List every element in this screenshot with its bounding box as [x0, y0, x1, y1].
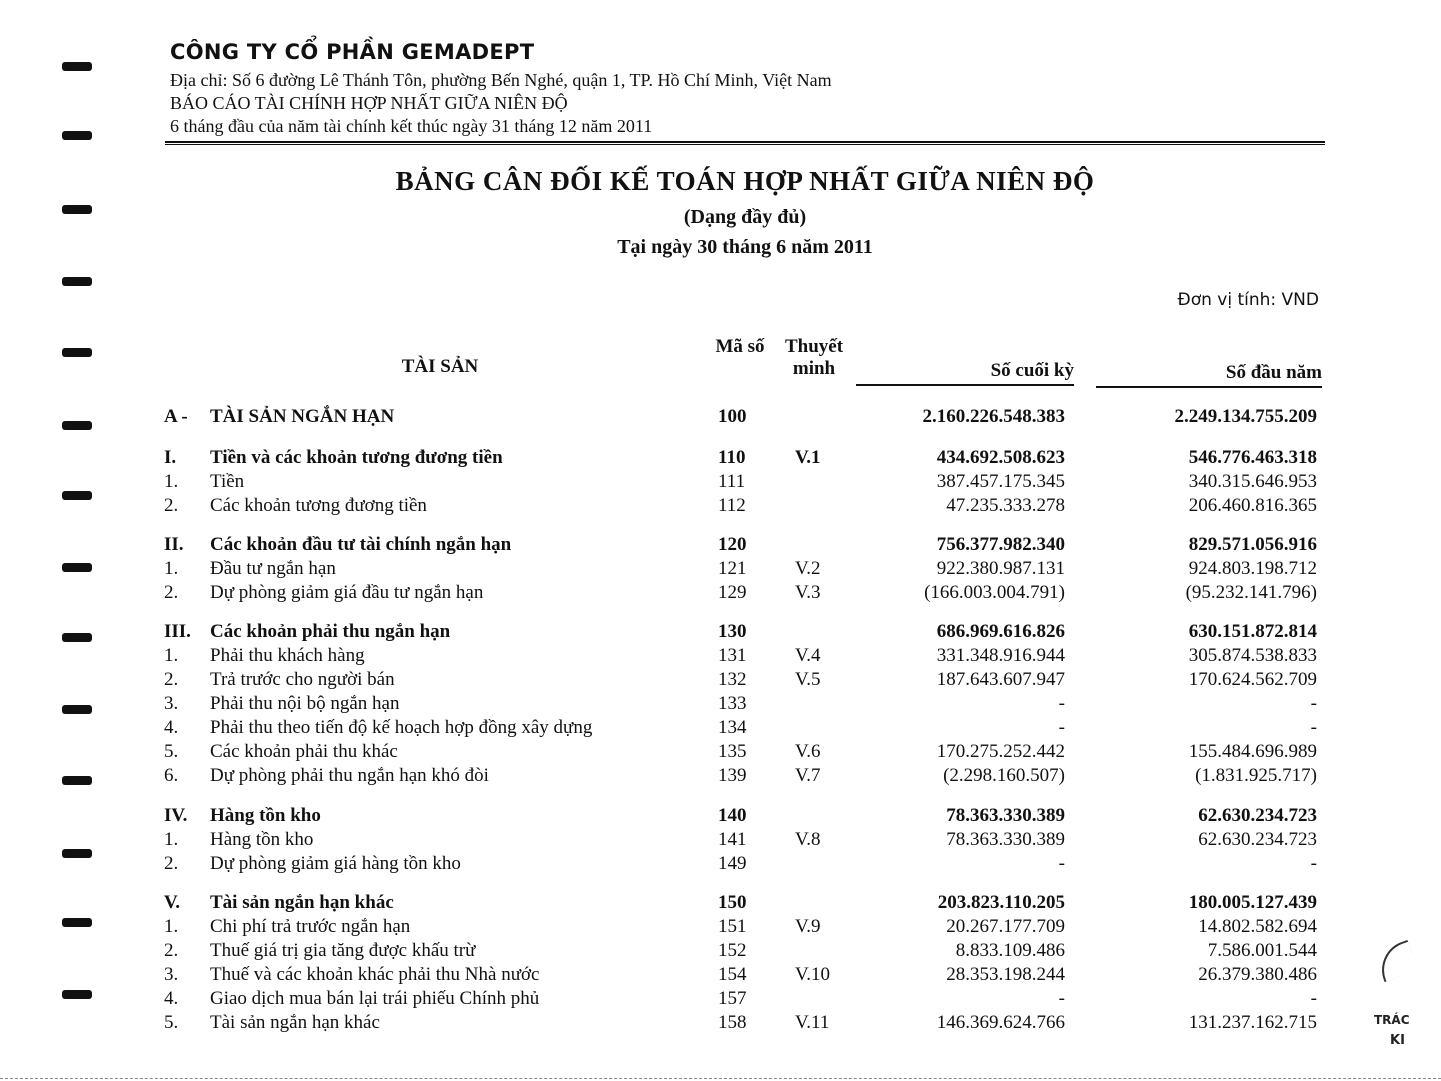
- row-code: 100: [718, 406, 747, 427]
- row-value-end: 28.353.198.244: [946, 964, 1065, 985]
- row-number: 2.: [164, 853, 179, 874]
- row-label: Đầu tư ngắn hạn: [210, 558, 336, 579]
- row-note: V.8: [795, 829, 821, 850]
- table-row: [0, 716, 1441, 740]
- stamp-arc: [1374, 940, 1419, 982]
- row-value-start: 62.630.234.723: [1198, 805, 1317, 826]
- row-number: 2.: [164, 669, 179, 690]
- row-code: 158: [718, 1012, 747, 1033]
- header-divider: [165, 141, 1325, 145]
- row-note: V.5: [795, 669, 821, 690]
- table-row: [0, 828, 1441, 852]
- row-value-end: 434.692.508.623: [936, 447, 1065, 468]
- column-header-start-year: Số đầu năm: [1096, 362, 1322, 388]
- row-code: 135: [718, 741, 747, 762]
- document-date: Tại ngày 30 tháng 6 năm 2011: [617, 236, 873, 258]
- row-code: 110: [718, 447, 746, 468]
- row-number: IV.: [164, 805, 188, 826]
- row-note: V.1: [795, 447, 821, 468]
- row-label: Tiền: [210, 471, 245, 492]
- table-row: [0, 963, 1441, 987]
- row-number: II.: [164, 534, 184, 555]
- row-value-start: 206.460.816.365: [1188, 495, 1317, 516]
- table-row: [0, 494, 1441, 518]
- row-code: 120: [718, 534, 747, 555]
- row-label: Các khoản phải thu ngắn hạn: [210, 621, 451, 642]
- row-value-end: (166.003.004.791): [924, 582, 1065, 603]
- row-number: III.: [164, 621, 191, 642]
- table-row: [0, 446, 1441, 470]
- row-label: TÀI SẢN NGẮN HẠN: [210, 406, 395, 427]
- row-note: V.10: [795, 964, 831, 985]
- page-bottom-edge: [0, 1078, 1441, 1079]
- row-code: 134: [718, 717, 747, 738]
- binder-mark: [62, 62, 92, 71]
- row-label: Tài sản ngắn hạn khác: [210, 1012, 380, 1033]
- row-value-end: 922.380.987.131: [936, 558, 1065, 579]
- row-value-end: 170.275.252.442: [936, 741, 1065, 762]
- row-value-end: 203.823.110.205: [937, 892, 1065, 913]
- row-label: Thuế giá trị gia tăng được khấu trừ: [210, 940, 476, 961]
- row-value-start: -: [1310, 988, 1317, 1009]
- row-value-start: 170.624.562.709: [1188, 669, 1317, 690]
- table-row: [0, 557, 1441, 581]
- row-label: Dự phòng giảm giá hàng tồn kho: [210, 853, 461, 874]
- table-row: [0, 987, 1441, 1011]
- row-number: A -: [164, 406, 188, 427]
- row-code: 132: [718, 669, 747, 690]
- row-value-start: (95.232.141.796): [1185, 582, 1317, 603]
- row-value-start: 924.803.198.712: [1188, 558, 1317, 579]
- row-number: 1.: [164, 829, 179, 850]
- row-note: V.7: [795, 765, 821, 786]
- row-label: Tài sản ngắn hạn khác: [210, 892, 394, 913]
- row-value-end: 686.969.616.826: [936, 621, 1065, 642]
- row-code: 129: [718, 582, 747, 603]
- row-value-end: -: [1058, 693, 1065, 714]
- row-label: Thuế và các khoản khác phải thu Nhà nước: [210, 964, 540, 985]
- row-code: 140: [718, 805, 747, 826]
- table-row: [0, 891, 1441, 915]
- row-code: 154: [718, 964, 747, 985]
- table-row: [0, 804, 1441, 828]
- row-code: 151: [718, 916, 747, 937]
- row-note: V.11: [795, 1012, 830, 1033]
- document-title: BẢNG CÂN ĐỐI KẾ TOÁN HỢP NHẤT GIỮA NIÊN ĐỘ: [395, 166, 1095, 196]
- row-value-start: 155.484.696.989: [1188, 741, 1317, 762]
- table-row: [0, 915, 1441, 939]
- row-note: V.2: [795, 558, 821, 579]
- table-row: [0, 620, 1441, 644]
- row-label: Phải thu khách hàng: [210, 645, 365, 666]
- company-address: Địa chỉ: Số 6 đường Lê Thánh Tôn, phường Bến Nghé, quận 1, TP. Hồ Chí Minh, Việt Nam: [170, 70, 832, 90]
- binder-mark: [62, 348, 92, 357]
- table-row: [0, 581, 1441, 605]
- row-note: V.9: [795, 916, 821, 937]
- row-value-end: 387.457.175.345: [936, 471, 1065, 492]
- row-note: V.4: [795, 645, 821, 666]
- row-label: Phải thu theo tiến độ kế hoạch hợp đồng xây dựng: [210, 717, 593, 738]
- row-label: Các khoản tương đương tiền: [210, 495, 427, 516]
- currency-unit: Đơn vị tính: VND: [1177, 290, 1319, 310]
- row-value-start: 630.151.872.814: [1188, 621, 1317, 642]
- table-row: [0, 405, 1441, 429]
- row-code: 139: [718, 765, 747, 786]
- row-number: 6.: [164, 765, 179, 786]
- row-value-end: 8.833.109.486: [955, 940, 1065, 961]
- row-number: 1.: [164, 645, 179, 666]
- row-value-start: 305.874.538.833: [1188, 645, 1317, 666]
- row-code: 152: [718, 940, 747, 961]
- row-label: Chi phí trả trước ngắn hạn: [210, 916, 411, 937]
- report-period: 6 tháng đầu của năm tài chính kết thúc ngày 31 tháng 12 năm 2011: [170, 116, 653, 136]
- row-label: Phải thu nội bộ ngắn hạn: [210, 693, 400, 714]
- company-name: CÔNG TY CỔ PHẦN GEMADEPT: [170, 40, 535, 64]
- row-label: Hàng tồn kho: [210, 805, 321, 826]
- row-value-end: -: [1058, 988, 1065, 1009]
- row-value-start: (1.831.925.717): [1195, 765, 1317, 786]
- row-number: 1.: [164, 471, 179, 492]
- table-row: [0, 533, 1441, 557]
- table-row: [0, 740, 1441, 764]
- row-value-start: -: [1310, 853, 1317, 874]
- row-number: 4.: [164, 988, 179, 1009]
- row-value-start: -: [1310, 693, 1317, 714]
- stamp-text: TRÁC: [1374, 1013, 1410, 1027]
- table-row: [0, 644, 1441, 668]
- table-row: [0, 852, 1441, 876]
- row-value-end: 47.235.333.278: [946, 495, 1065, 516]
- table-row: [0, 939, 1441, 963]
- row-value-end: -: [1058, 717, 1065, 738]
- row-value-start: 829.571.056.916: [1188, 534, 1317, 555]
- row-code: 111: [718, 471, 746, 492]
- row-number: 2.: [164, 495, 179, 516]
- row-value-start: 14.802.582.694: [1198, 916, 1317, 937]
- row-value-end: 331.348.916.944: [936, 645, 1065, 666]
- document-subtitle: (Dạng đầy đủ): [683, 206, 807, 228]
- table-row: [0, 1011, 1441, 1035]
- row-code: 112: [718, 495, 746, 516]
- row-note: V.3: [795, 582, 821, 603]
- row-value-start: 546.776.463.318: [1188, 447, 1317, 468]
- stamp-text: KI: [1390, 1033, 1405, 1048]
- row-value-end: (2.298.160.507): [943, 765, 1065, 786]
- row-number: I.: [164, 447, 177, 468]
- column-header-code: Mã số: [715, 336, 765, 357]
- row-label: Giao dịch mua bán lại trái phiếu Chính phủ: [210, 988, 540, 1009]
- row-value-start: 180.005.127.439: [1188, 892, 1317, 913]
- row-value-end: -: [1058, 853, 1065, 874]
- row-number: 1.: [164, 916, 179, 937]
- table-row: [0, 668, 1441, 692]
- row-value-start: 131.237.162.715: [1188, 1012, 1317, 1033]
- row-value-end: 146.369.624.766: [936, 1012, 1065, 1033]
- row-value-end: 78.363.330.389: [946, 829, 1065, 850]
- row-code: 150: [718, 892, 747, 913]
- report-type: BÁO CÁO TÀI CHÍNH HỢP NHẤT GIỮA NIÊN ĐỘ: [170, 93, 568, 113]
- row-value-start: 340.315.646.953: [1188, 471, 1317, 492]
- row-value-start: 62.630.234.723: [1198, 829, 1317, 850]
- row-value-end: 187.643.607.947: [936, 669, 1065, 690]
- row-label: Dự phòng phải thu ngắn hạn khó đòi: [210, 765, 489, 786]
- row-code: 149: [718, 853, 747, 874]
- table-row: [0, 764, 1441, 788]
- row-number: 2.: [164, 940, 179, 961]
- row-number: 1.: [164, 558, 179, 579]
- row-value-start: 7.586.001.544: [1207, 940, 1317, 961]
- row-code: 133: [718, 693, 747, 714]
- row-label: Tiền và các khoản tương đương tiền: [210, 447, 503, 468]
- row-code: 141: [718, 829, 747, 850]
- row-code: 157: [718, 988, 747, 1009]
- row-label: Các khoản phải thu khác: [210, 741, 398, 762]
- binder-mark: [62, 131, 92, 140]
- row-value-start: 2.249.134.755.209: [1174, 406, 1317, 427]
- row-number: 4.: [164, 717, 179, 738]
- row-note: V.6: [795, 741, 821, 762]
- row-code: 121: [718, 558, 747, 579]
- row-value-end: 78.363.330.389: [946, 805, 1065, 826]
- row-value-start: -: [1310, 717, 1317, 738]
- row-label: Dự phòng giảm giá đầu tư ngắn hạn: [210, 582, 484, 603]
- row-number: 3.: [164, 964, 179, 985]
- row-label: Trả trước cho người bán: [210, 669, 395, 690]
- table-row: [0, 470, 1441, 494]
- row-number: 2.: [164, 582, 179, 603]
- row-number: 5.: [164, 741, 179, 762]
- table-row: [0, 692, 1441, 716]
- row-number: 5.: [164, 1012, 179, 1033]
- official-stamp: [1370, 945, 1430, 1055]
- row-value-start: 26.379.380.486: [1198, 964, 1317, 985]
- row-number: 3.: [164, 693, 179, 714]
- row-code: 131: [718, 645, 747, 666]
- row-code: 130: [718, 621, 747, 642]
- column-header-note: Thuyết minh: [784, 336, 844, 379]
- binder-mark: [62, 277, 92, 286]
- row-label: Các khoản đầu tư tài chính ngắn hạn: [210, 534, 512, 555]
- row-value-end: 756.377.982.340: [936, 534, 1065, 555]
- row-value-end: 20.267.177.709: [946, 916, 1065, 937]
- column-header-assets: TÀI SẢN: [401, 356, 479, 377]
- column-header-end-period: Số cuối kỳ: [856, 360, 1074, 386]
- row-number: V.: [164, 892, 181, 913]
- row-label: Hàng tồn kho: [210, 829, 314, 850]
- row-value-end: 2.160.226.548.383: [922, 406, 1065, 427]
